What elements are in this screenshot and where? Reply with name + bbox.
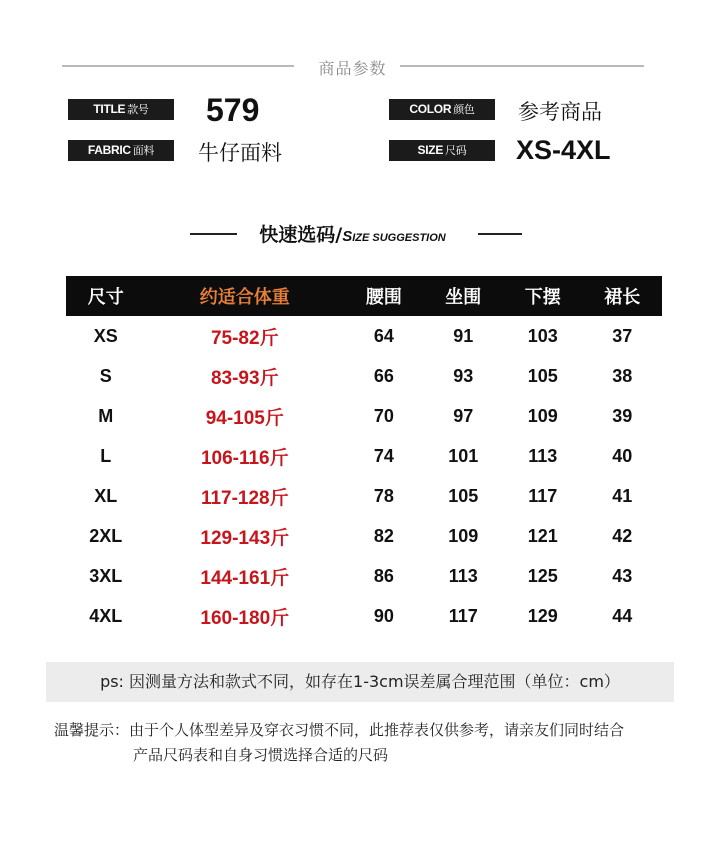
- suggestion-divider-right: [478, 233, 522, 235]
- cell-waist: 64: [373, 325, 394, 346]
- cell-hip: 101: [448, 445, 479, 466]
- color-value: 参考商品: [518, 100, 602, 124]
- cell-length: 39: [612, 405, 633, 426]
- suggestion-title-en: [342, 228, 446, 245]
- fabric-label: [68, 140, 174, 161]
- cell-waist: 70: [373, 405, 394, 426]
- header-length: 裙长: [582, 276, 662, 316]
- header-hip: 坐围: [424, 276, 503, 316]
- cell-hem: 113: [528, 445, 558, 466]
- size-range-value: XS-4XL: [516, 135, 611, 165]
- suggestion-title-en-rest: IZE SUGGESTION: [352, 232, 446, 244]
- tip-label: 温馨提示：: [54, 721, 130, 739]
- cell-hip: 113: [448, 565, 478, 586]
- cell-length: 37: [612, 325, 633, 346]
- cell-hip: 117: [448, 605, 478, 626]
- cell-length: 43: [612, 565, 633, 586]
- fabric-value: 牛仔面料: [198, 141, 282, 165]
- cell-size: XL: [94, 485, 118, 506]
- cell-hip: 93: [453, 365, 474, 386]
- cell-waist: 74: [373, 445, 394, 466]
- table-row: [66, 596, 662, 636]
- cell-waist: 66: [373, 365, 394, 386]
- header-waist: 腰围: [344, 276, 423, 316]
- table-row: [66, 436, 662, 476]
- fabric-label-en: FABRIC: [87, 143, 131, 157]
- cell-weight: 75-82斤: [210, 327, 279, 349]
- cell-hip: 97: [453, 405, 474, 426]
- cell-size: 2XL: [89, 525, 123, 546]
- title-label-en: TITLE: [93, 102, 126, 116]
- suggestion-title-en-first: S: [342, 228, 353, 245]
- title-label-cn: 款号: [127, 104, 149, 116]
- measurement-note: ps: 因测量方法和款式不同，如存在1-3cm误差属合理范围（单位：cm）: [46, 662, 674, 702]
- table-row: [66, 356, 662, 396]
- cell-hem: 121: [527, 525, 558, 546]
- cell-hip: 105: [448, 485, 479, 506]
- kind-tip: [54, 718, 684, 768]
- cell-hem: 129: [527, 605, 558, 626]
- tip-line-2: 产品尺码表和自身习惯选择合适的尺码: [133, 746, 389, 764]
- cell-weight: 83-93斤: [210, 367, 279, 389]
- cell-size: XS: [93, 325, 118, 346]
- size-label-en: SIZE: [417, 143, 444, 157]
- cell-weight: 144-161斤: [200, 567, 290, 589]
- title-label: [68, 99, 174, 120]
- cell-size: 3XL: [89, 565, 123, 586]
- cell-hem: 117: [528, 485, 558, 506]
- cell-size: S: [99, 365, 112, 386]
- header-size: 尺寸: [66, 276, 145, 316]
- color-label: [389, 99, 495, 120]
- cell-hem: 125: [527, 565, 558, 586]
- color-label-en: COLOR: [409, 102, 452, 116]
- cell-waist: 86: [373, 565, 394, 586]
- cell-waist: 90: [373, 605, 394, 626]
- header-hem: 下摆: [503, 276, 582, 316]
- cell-weight: 117-128斤: [200, 487, 289, 509]
- table-row: [66, 316, 662, 356]
- cell-weight: 106-116斤: [200, 447, 289, 469]
- cell-waist: 82: [373, 525, 394, 546]
- cell-weight: 129-143斤: [200, 527, 290, 549]
- cell-size: 4XL: [89, 605, 123, 626]
- cell-length: 40: [612, 445, 633, 466]
- color-label-cn: 颜色: [453, 104, 475, 116]
- cell-weight: 94-105斤: [205, 407, 284, 429]
- table-header-row: [66, 276, 662, 316]
- cell-weight: 160-180斤: [200, 607, 290, 629]
- header-weight: 约适合体重: [145, 276, 344, 316]
- size-label-cn: 尺码: [445, 145, 467, 157]
- suggestion-title-cn: 快速选码/: [259, 224, 343, 246]
- table-row: [66, 516, 662, 556]
- cell-hip: 91: [453, 325, 474, 346]
- fabric-label-cn: 面料: [132, 145, 155, 157]
- cell-hem: 109: [527, 405, 558, 426]
- cell-size: L: [100, 445, 112, 466]
- params-section-title: 商品参数: [318, 59, 387, 78]
- cell-length: 42: [612, 525, 633, 546]
- size-label: [389, 140, 495, 161]
- params-divider-right: [400, 65, 644, 67]
- style-number-value: 579: [206, 92, 260, 128]
- table-row: [66, 476, 662, 516]
- cell-waist: 78: [373, 485, 394, 506]
- suggestion-title: [0, 220, 705, 247]
- cell-length: 38: [612, 365, 633, 386]
- cell-length: 44: [612, 605, 633, 626]
- table-row: [66, 556, 662, 596]
- size-table: [66, 276, 662, 636]
- table-row: [66, 396, 662, 436]
- cell-size: M: [98, 405, 114, 426]
- cell-length: 41: [612, 485, 633, 506]
- cell-hip: 109: [448, 525, 479, 546]
- cell-hem: 105: [527, 365, 558, 386]
- tip-line-1: 由于个人体型差异及穿衣习惯不同，此推荐表仅供参考，请亲友们同时结合: [129, 721, 625, 739]
- cell-hem: 103: [527, 325, 558, 346]
